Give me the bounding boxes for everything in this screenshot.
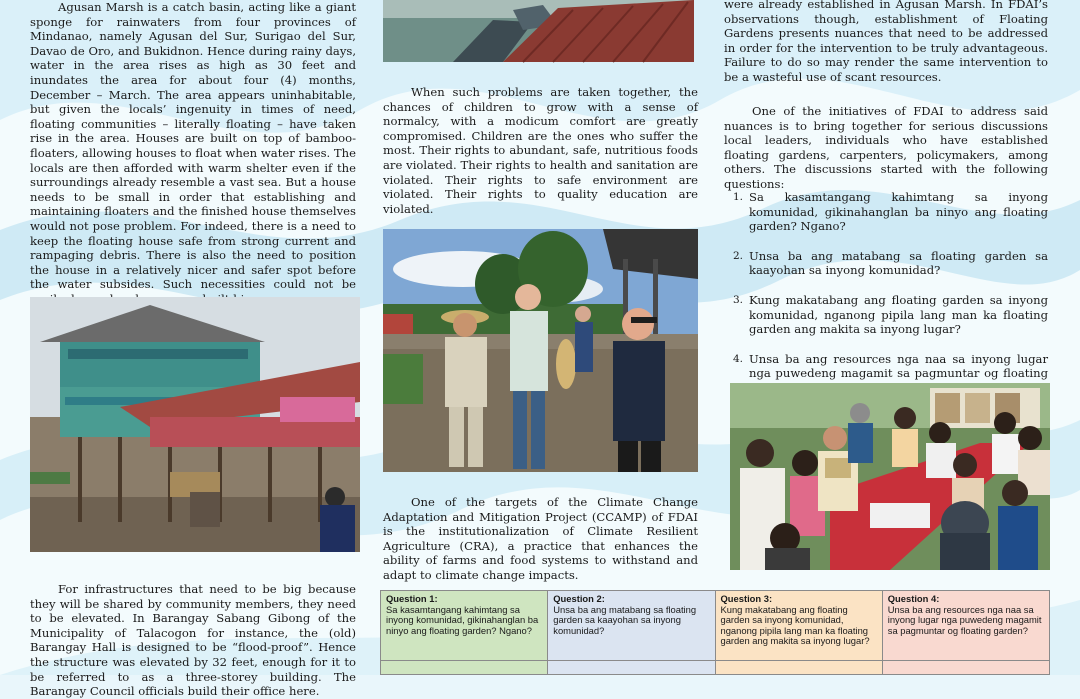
photo-boats-river [383,0,694,62]
table-cell-question-1 [381,591,548,661]
table-cell-empty [548,661,715,675]
column-3-text-mid [724,104,1048,192]
photo-visitors-walking [383,229,698,472]
table-cell-empty [715,661,882,675]
table-row [381,661,1050,675]
table-cell-question-3 [715,591,882,661]
list-text: Sa kasamtangang kahimtang sa inyong komunidad, gikinahanglan ba ninyo ang floating garden? Ngano? [749,190,1048,234]
table-cell-text: Kung makatabang ang floating garden sa inyong komunidad, nganong pipila lang man ka floating garden ang makita sa inyong lugar? [720,603,870,647]
list-item [733,249,1048,278]
table-header-question-3: Question 3: [720,593,773,604]
table-header-question-2: Question 2: [553,593,605,604]
paragraph-ccamp: One of the targets of the Climate Change Adaptation and Mitigation Project (CCAMP) of FDAI is the institutionalization of Climate Resilient Agriculture (CRA), a practice that enhances the ability of farms and food systems to withstand and adapt to climate change impacts. [383,495,698,582]
table-cell-empty [381,661,548,675]
paragraph-children-rights: When such problems are taken together, the chances of children to grow with a sense of normalcy, with a modicum comfort are greatly compromised. Children are the ones who suffer the most. Their rights to abundant, safe, nutritious foods are violated. Their rights to health and sanitation are violated. Their rights to safe environment are violated. Their rights to quality education are violated. [383,85,698,216]
table-cell-text: Unsa ba ang resources nga naa sa inyong lugar nga puwedeng magamit sa pagmuntar og floating garden? [887,603,1042,636]
column-1-text-top [30,0,356,306]
photo-community-discussion [730,383,1050,570]
table-cell-text: Sa kasamtangang kahimtang sa inyong komunidad, gikinahanglan ba ninyo ang floating garden? Ngano? [386,603,539,636]
column-2-text-top [383,85,698,216]
paragraph-agusan-marsh: Agusan Marsh is a catch basin, acting like a giant sponge for rainwaters from four provinces of Mindanao, namely Agusan del Sur, Surigao del Sur, Davao de Oro, and Bukidnon. Hence during rainy days, water in the area rises as high as 30 feet and inundates the area for about four (4) months, December – March. The area appears uninhabitable, but given the locals’ ingenuity in times of need, floating communities – literally floating – have taken rise in the area. Houses are built on top of bamboo-floaters, allowing houses to float when water rises. The locals are then afforded with warm shelter even if the surroundings already resemble a vast sea. But a house needs to be small in order that establishing and maintaining floaters and the finished house themselves would not pose problem. For indeed, there is a need to keep the floating house safe from strong current and rampaging debris. There is also the need to position the house in a relatively nicer and safer spot before the water subsides. Such necessities could not be [30,0,356,292]
list-number: 1. [733,191,744,203]
photo-barangay-hall [30,297,360,552]
discussion-questions-list [733,190,1048,411]
column-2-text-bottom [383,495,698,583]
list-text: Unsa ba ang matabang sa floating garden sa kaayohan sa inyong komunidad? [749,248,1048,278]
list-number: 4. [733,352,744,365]
list-number: 3. [733,293,744,306]
table-cell-empty [882,661,1049,675]
list-text: Unsa ba ang resources nga naa sa inyong lugar nga puwedeng magamit sa pagmuntar og floating [749,351,1048,381]
paragraph-fdai-initiatives: One of the initiatives of FDAI to address said nuances is to bring together for serious discussions local leaders, individuals who have established floating gardens, carpenters, policymakers, among others. The discussions started with the following questions: [724,104,1048,191]
column-3-text-top [724,0,1048,85]
list-item [733,293,1048,337]
table-cell-question-4 [882,591,1049,661]
column-1-text-bottom [30,582,356,699]
list-item [733,190,1048,234]
table-header-question-4: Question 4: [887,593,940,604]
paragraph-floating-gardens-nuances: were already established in Agusan Marsh. In FDAI’s observations though, establishment of Floating Gardens presents nuances that need to be addressed in order for the intervention to be truly advantageous. Failure to do so may render the same intervention to be a wasteful use of scant resources. [724,0,1048,84]
list-text: Kung makatabang ang floating garden sa inyong komunidad, nganong pipila lang man ka floating garden ang makita sa inyong lugar? [749,292,1048,337]
questions-table [380,590,1050,675]
table-header-question-1: Question 1: [386,593,438,604]
paragraph-infrastructures: For infrastructures that need to be big because they will be shared by community members, they need to be elevated. In Barangay Sabang Gibong of the Municipality of Talacogon for instance, the (old) Barangay Hall is designed to be “flood-proof”. Hence the structure was elevated by 32 feet, enough for it to be referred to as a three-storey building. The Barangay Council officials build their office here. [30,582,356,699]
list-number: 2. [733,249,744,262]
table-cell-text: Unsa ba ang matabang sa floating garden sa kaayohan sa inyong komunidad? [553,603,697,636]
table-cell-question-2 [548,591,715,661]
table-row [381,591,1050,661]
